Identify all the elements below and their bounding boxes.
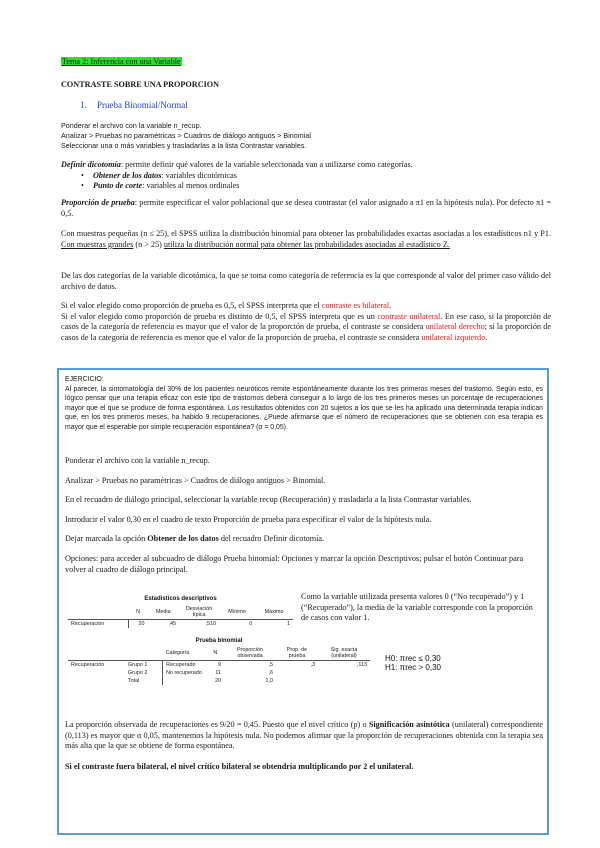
table-cell: 20 — [138, 621, 145, 627]
table-cell: ,3 — [310, 662, 315, 668]
table-row — [68, 661, 370, 670]
step: En el recuadro de diálogo principal, seleccionar la variable recup (Recuperación) y trasladarla a la lista Contrastar variables. — [65, 495, 472, 505]
table-cell: Total — [125, 677, 163, 685]
exercise-steps — [65, 456, 543, 575]
final-note: Si el contraste fuera bilateral, el nivel crítico bilateral se obtendría multiplicando por 2 el unilateral. — [65, 762, 414, 771]
red-highlight: contraste es bilateral — [321, 301, 390, 310]
table-header-cell: Mínimo — [219, 605, 255, 620]
table-cell: ,45 — [168, 621, 177, 627]
table-cell: 0 — [249, 621, 253, 627]
table-header-row — [68, 646, 370, 661]
valor-unilateral — [61, 312, 551, 344]
table-cell: ,5 — [268, 662, 273, 668]
table-cell: ,6 — [268, 670, 273, 676]
table-cell: Grupo 1 — [125, 661, 163, 670]
definir-block — [61, 160, 551, 192]
definir-bullets — [79, 171, 551, 192]
title-highlight: Tema 2: Inferencia con una Variable — [62, 57, 181, 66]
conclusion-text: La proporción observada de recuperaciones es 9/20 = 0,45. Puesto que el nivel crítico (p) o — [65, 720, 369, 729]
table-cell: Recuperación — [71, 662, 105, 668]
table-cell — [68, 669, 125, 677]
table-cell: Grupo 2 — [125, 669, 163, 677]
valor-bilateral — [61, 301, 551, 312]
red-highlight: unilateral izquierdo — [421, 332, 486, 342]
table-cell — [163, 677, 207, 685]
table-row — [68, 669, 370, 677]
descriptive-table-title: Estadísticos descriptivos — [144, 596, 217, 602]
proporcion-text: : permite especificar el valor poblacional que se desea contrastar (el valor asignado a π1 en la hipótesis nula). Por defecto π1 = 0,5. — [61, 198, 551, 218]
step: Introducir el valor 0,30 en el cuadro de texto Proporción de prueba para especificar el valor de la hipótesis nula. — [65, 514, 432, 524]
binomial-table — [68, 646, 370, 685]
step-text: del recuadro Definir dicotomía. — [218, 534, 325, 544]
table-header-cell — [125, 646, 163, 661]
table-cell: Recuperación — [68, 620, 129, 629]
table-header-cell: Categoría — [163, 646, 207, 661]
bullet-item — [79, 181, 551, 192]
muestras-underlined: Con muestras grandes — [61, 239, 134, 249]
table-cell — [276, 669, 318, 677]
table-cell: 1 — [287, 621, 290, 627]
table-cell: 20 — [215, 678, 221, 684]
null-hypothesis: H0: πrec ≤ 0,30 — [385, 654, 441, 663]
conclusion-text: (unilateral) correspondiente (0,113) es mayor que α 0,05, mantenemos la hipótesis nula. No podemos afirmar que la proporción de recuperaciones obtenida con la terapia sea más alta que la que se obtiene de forma espontánea. — [65, 720, 543, 751]
valor-block — [61, 301, 551, 343]
table-header-cell: N — [207, 646, 224, 661]
valor-text: . — [485, 332, 488, 342]
table-header-cell: N — [129, 605, 148, 620]
valor-text: Si el valor elegido como proporción de prueba es distinto de 0,5, el SPSS interpreta que es un — [61, 311, 378, 321]
intro-block — [61, 121, 311, 150]
bullet-term: Punto de corte — [93, 181, 143, 191]
table-header-cell: Prop. de prueba — [276, 646, 318, 661]
valor-text: ; si la proporción de casos de la categoría de referencia es menor que el valor de la proporción de prueba, el contraste se considera — [61, 322, 552, 342]
binomial-table-block — [68, 638, 370, 685]
bullet-text: : variables dicotómicas — [161, 170, 237, 180]
exercise-label: EJERCICIO: — [65, 376, 104, 383]
bullet-term: Obtener de los datos — [93, 170, 162, 180]
table-header-cell: Máximo — [255, 605, 293, 620]
table-header-cell: Proporción observada — [224, 646, 276, 661]
conclusion-bold: Significación asintótica — [368, 720, 450, 729]
table-row — [68, 620, 293, 629]
subsection-number: 1. — [80, 100, 87, 110]
table-header-cell — [68, 646, 125, 661]
table-header-cell: Media — [148, 605, 179, 620]
conclusion-paragraph — [65, 720, 543, 752]
descriptive-table — [68, 605, 293, 628]
proporcion-paragraph — [61, 198, 551, 219]
muestras-text: Con muestras pequeñas (n ≤ 25), el SPSS utiliza la distribución binomial para obtener las probabilidades exactas asociadas a los estadísticos n1 y P1. — [61, 229, 551, 238]
bullet-item — [79, 171, 551, 182]
red-highlight: contraste unilateral — [377, 311, 441, 321]
definir-text: : permite definir qué valores de la variable seleccionada van a utilizarse como categorías. — [120, 160, 413, 169]
table-cell: 9 — [218, 662, 221, 668]
step-bold: Obtener de los datos — [147, 534, 219, 544]
exercise-text: Al parecer, la sintomatología del 30% de los pacientes neuróticos remite espontáneamente durante los tres primeros meses del trastorno. Según esto, es lógico pensar que una terapia eficaz con este tipo de trastornos deberá conseguir a lo largo de los tres primeros meses un porcentaje de recuperaciones mayor que el que se produce de forma espontánea. Los resultados obtenidos con 20 sujetos a los que se les ha aplicado una determinada terapia indican que, en los tres primeros meses, ha habido 9 recuperaciones. ¿Puede afirmarse que el número de recuperaciones que se obtienen con esa terapia es mayor que el esperable por simple recuperación espontánea? (α = 0,05). — [65, 385, 543, 431]
table-cell: ,510 — [205, 621, 217, 627]
step-text: Dejar marcada la opción — [65, 534, 148, 544]
step-dejar — [65, 534, 543, 545]
categorias-paragraph: De las dos categorías de la variable dicotómica, la que se toma como categoría de referencia es la que corresponde al valor del primer caso válido del archivo de datos. — [61, 271, 551, 291]
table-header-cell: Sig. exacta (unilateral) — [318, 646, 370, 661]
table-row — [68, 677, 370, 685]
binomial-table-title: Prueba binomial — [195, 638, 243, 644]
table-cell: ,113 — [356, 662, 367, 668]
bullet-text: : variables al menos ordinales — [142, 181, 240, 191]
valor-text: . En ese caso, si la proporción de casos de la categoría de referencia es mayor que el valor de la proporción de prueba, el contraste se considera — [61, 311, 552, 332]
subsection-label: Prueba Binomial/Normal — [97, 100, 188, 110]
hypotheses — [385, 654, 441, 672]
muestras-text: (n > 25) — [133, 239, 164, 249]
definir-term: Definir dicotomía — [61, 160, 121, 169]
red-highlight: unilateral derecho — [425, 322, 485, 332]
variable-note: Como la variable utilizada presenta valores 0 (“No recuperado”) y 1 (“Recuperado”), la media de la variable corresponde con la proporción de casos con valor 1. — [301, 592, 533, 623]
table-cell: Recuperado — [166, 662, 196, 668]
valor-text: Si el valor elegido como proporción de prueba es 0,5, el SPSS interpreta que el — [61, 301, 322, 310]
intro-line: Ponderar el archivo con la variable n_recup. — [61, 121, 202, 130]
table-cell — [318, 669, 370, 677]
table-cell: 11 — [215, 670, 221, 676]
table-cell: No recuperado — [166, 670, 202, 676]
document-title — [61, 57, 182, 68]
table-header-cell — [68, 605, 129, 620]
table-header-cell: Desviación típica — [179, 605, 219, 620]
table-cell — [318, 677, 370, 685]
intro-line: Seleccionar una o más variables y trasladarlas a la lista Contrastar variables. — [61, 140, 307, 150]
muestras-paragraph — [61, 229, 551, 250]
muestras-underlined: utiliza la distribución normal para obtener las probabilidades asociadas al estadístico Z. — [163, 239, 450, 249]
descriptive-table-block — [68, 596, 293, 628]
section-heading: CONTRASTE SOBRE UNA PROPORCION — [61, 80, 220, 89]
step-opciones: Opciones: para acceder al subcuadro de diálogo Prueba binomial: Opciones y marcar la opción Descriptivos; pulsar el botón Continuar para volver al cuadro de diálogo principal. — [65, 553, 524, 574]
subsection-title — [80, 100, 188, 111]
table-header-row — [68, 605, 293, 620]
alternative-hypothesis: H1: πrec > 0,30 — [385, 663, 441, 672]
proporcion-term: Proporción de prueba — [61, 198, 135, 207]
intro-line: Analizar > Pruebas no paramétricas > Cuadros de diálogo antiguos > Binomial — [61, 130, 311, 140]
step: Analizar > Pruebas no paramétricas > Cuadros de diálogo antiguos > Binomial. — [65, 475, 326, 485]
table-cell: 1,0 — [265, 678, 273, 684]
definir-paragraph — [61, 160, 551, 171]
valor-text: . — [389, 301, 392, 310]
exercise-statement — [65, 375, 543, 433]
exercise-box — [57, 368, 549, 835]
table-cell — [68, 677, 125, 685]
step: Ponderar el archivo con la variable n_recup. — [65, 456, 210, 465]
table-cell — [276, 677, 318, 685]
